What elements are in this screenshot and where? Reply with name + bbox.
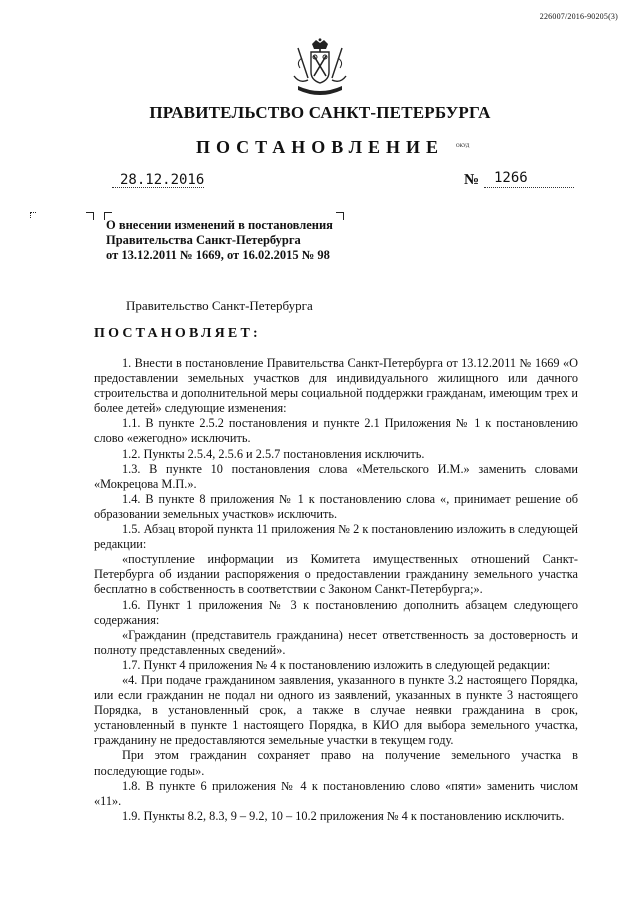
document-number-label: № (464, 172, 480, 188)
issuer-line: Правительство Санкт-Петербурга (126, 298, 313, 313)
document-number: 1266 (494, 170, 528, 186)
corner-mark (86, 212, 94, 220)
body-paragraph: «поступление информации из Комитета имущественных отношений Санкт-Петербурга об издании распоряжения о предоставлении гражданину земельного участка бесплатно в собственность в соответствии с Законом Санкт-Петербурга;». (94, 552, 578, 597)
body-paragraph: 1.4. В пункте 8 приложения № 1 к постановлению слова «, принимает решение об образовании земельных участков» исключить. (94, 491, 578, 521)
body-paragraph: 1.9. Пункты 8.2, 8.3, 9 – 9.2, 10 – 10.2 приложения № 4 к постановлению исключить. (122, 808, 565, 823)
document-date: 28.12.2016 (120, 172, 205, 188)
corner-mark (30, 212, 36, 218)
subject-line: от 13.12.2011 № 1669, от 16.02.2015 № 98 (106, 248, 330, 262)
subject-line: Правительства Санкт-Петербурга (106, 233, 301, 247)
saint-petersburg-coat-of-arms-icon (288, 38, 352, 96)
government-title: ПРАВИТЕЛЬСТВО САНКТ-ПЕТЕРБУРГА (149, 103, 491, 122)
body-paragraph: 1.3. В пункте 10 постановления слова «Метельского И.М.» заменить словами «Мокрецова М.П.». (94, 461, 578, 491)
body-paragraph: 1.5. Абзац второй пункта 11 приложения № 2 к постановлению изложить в следующей редакции: (94, 522, 578, 552)
document-subject (106, 218, 386, 263)
document-registration-id: 226007/2016-90205(3) (539, 12, 618, 21)
body-paragraph: При этом гражданин сохраняет право на получение земельного участка в последующие годы». (94, 748, 578, 778)
body-paragraph: «4. При подаче гражданином заявления, указанного в пункте 3.2 настоящего Порядка, или если гражданин не подал ни одного из заявлений, указанных в пункте 3 настоящего Порядка, в установленный срок, а также в случае неявки гражданина в срок, установленный в пункте 1 настоящего Порядка, в КИО для выбора земельного участка, гражданину не предоставляются земельные участки в текущем году. (94, 672, 578, 748)
body-paragraph: 1.2. Пункты 2.5.4, 2.5.6 и 2.5.7 постановления исключить. (122, 446, 425, 461)
body-paragraph: «Гражданин (представитель гражданина) несет ответственность за достоверность и полноту представленных сведений». (94, 627, 578, 657)
document-type-title: ПОСТАНОВЛЕНИЕ (195, 137, 445, 157)
document-body (94, 356, 578, 824)
body-paragraph: 1.7. Пункт 4 приложения № 4 к постановлению изложить в следующей редакции: (122, 657, 551, 672)
number-underline (484, 187, 574, 188)
date-underline (112, 187, 204, 188)
body-paragraph: 1.6. Пункт 1 приложения № 3 к постановлению дополнить абзацем следующего содержания: (94, 597, 578, 627)
decree-heading: ПОСТАНОВЛЯЕТ: (94, 326, 261, 341)
body-paragraph: 1.1. В пункте 2.5.2 постановления и пункте 2.1 Приложения № 1 к постановлению слово «ежегодно» исключить. (94, 416, 578, 446)
body-paragraph: 1.8. В пункте 6 приложения № 4 к постановлению слово «пяти» заменить числом «11». (94, 778, 578, 808)
okud-mark: ОКУД (456, 144, 470, 149)
body-paragraph: 1. Внести в постановление Правительства Санкт-Петербурга от 13.12.2011 № 1669 «О предоставлении земельных участков для индивидуального жилищного или дачного строительства и дополнительной меры социальной поддержки гражданам, имеющим трех и более детей» следующие изменения: (94, 356, 578, 416)
subject-line: О внесении изменений в постановления (106, 218, 333, 232)
